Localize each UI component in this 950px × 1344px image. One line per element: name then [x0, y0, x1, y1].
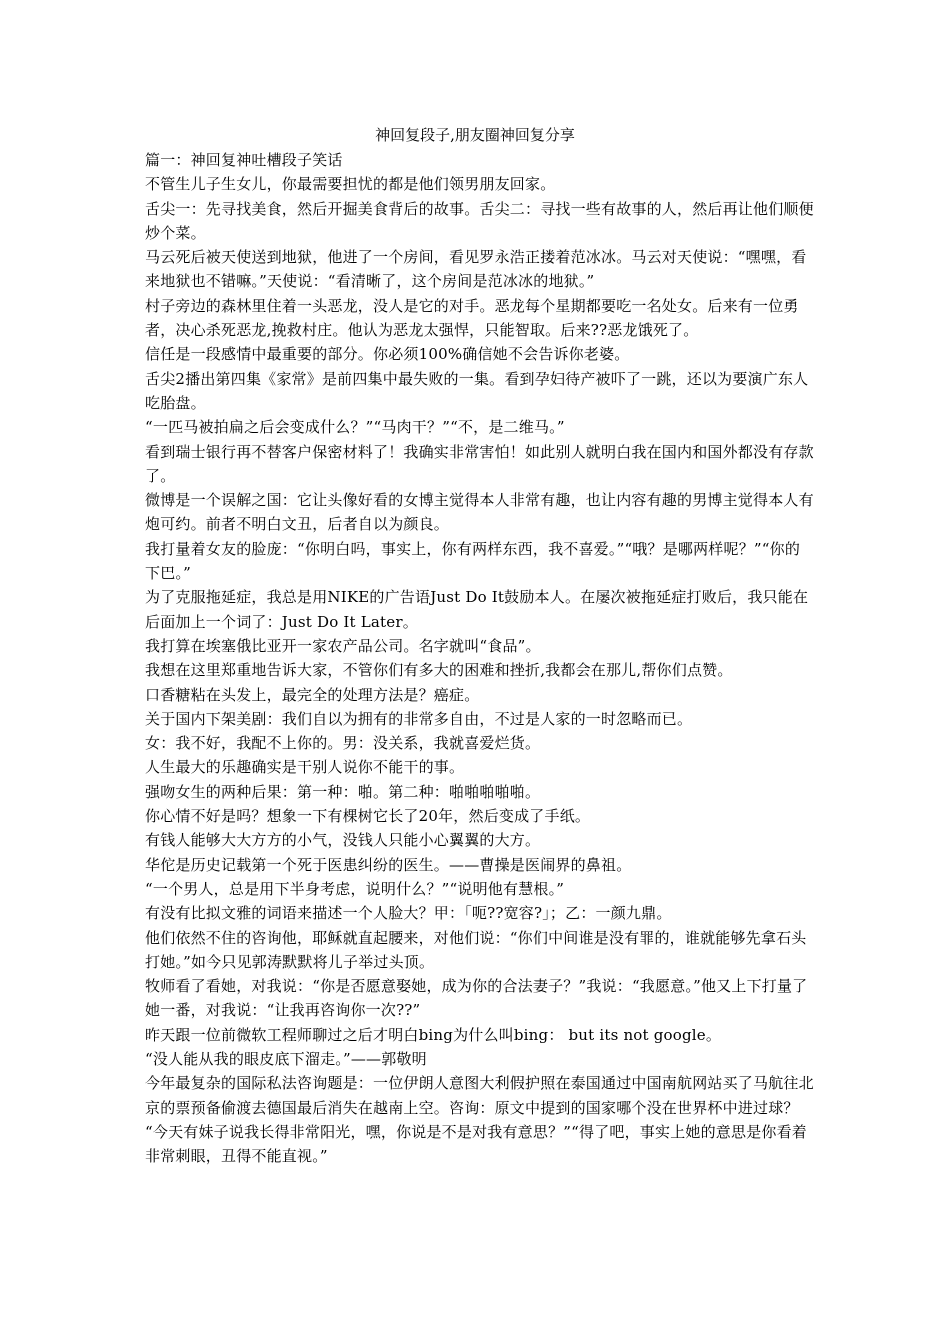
joke-paragraph: 看到瑞士银行再不替客户保密材料了！我确实非常害怕！如此别人就明白我在国内和国外都没有存款了。 — [145, 442, 814, 485]
joke-paragraph: 舌尖一：先寻找美食，然后开掘美食背后的故事。舌尖二：寻找一些有故事的人，然后再让他们顺便炒个菜。 — [145, 199, 814, 242]
joke-paragraph: 今年最复杂的国际私法咨询题是：一位伊朗人意图大利假护照在泰国通过中国南航网站买了马航往北京的票预备偷渡去德国最后消失在越南上空。咨询：原文中提到的国家哪个没在世界杯中进过球？ — [145, 1074, 814, 1117]
joke-paragraph: “一匹马被拍扁之后会变成什么？”“马肉干？”“不，是二维马。” — [145, 418, 565, 437]
joke-paragraph: 微博是一个误解之国：它让头像好看的女博主觉得本人非常有趣，也让内容有趣的男博主觉得本人有炮可约。前者不明白文丑，后者自以为颜良。 — [145, 491, 814, 534]
joke-paragraph: 你心情不好是吗？想象一下有棵树它长了20年，然后变成了手纸。 — [145, 807, 591, 826]
section-heading: 篇一：神回复神吐槽段子笑话 — [145, 151, 343, 169]
document-body — [145, 148, 815, 1168]
joke-paragraph: 我想在这里郑重地告诉大家，不管你们有多大的困难和挫折,我都会在那儿,帮你们点赞。 — [145, 661, 733, 680]
joke-paragraph: 关于国内下架美剧：我们自以为拥有的非常多自由，不过是人家的一时忽略而已。 — [145, 709, 693, 728]
joke-paragraph: 舌尖2播出第四集《家常》是前四集中最失败的一集。看到孕妇待产被吓了一跳，还以为要演广东人吃胎盘。 — [145, 369, 809, 412]
joke-paragraph: 昨天跟一位前微软工程师聊过之后才明白bing为什么叫bing： but its not google。 — [145, 1025, 722, 1044]
joke-paragraph: 女：我不好，我配不上你的。男：没关系，我就喜爱烂货。 — [145, 734, 541, 753]
joke-paragraph: 不管生儿子生女儿，你最需要担忧的都是他们领男朋友回家。 — [145, 175, 556, 194]
joke-paragraph: 为了克服拖延症，我总是用NIKE的广告语Just Do It鼓励本人。在屡次被拖延症打败后，我只能在后面加上一个词了：Just Do It Later。 — [145, 588, 809, 631]
joke-paragraph: 有钱人能够大大方方的小气，没钱人只能小心翼翼的大方。 — [145, 831, 541, 850]
joke-paragraph: 他们依然不住的咨询他，耶稣就直起腰来，对他们说：“你们中间谁是没有罪的，谁就能够先拿石头打她。”如今只见郭涛默默将儿子举过头顶。 — [145, 928, 807, 971]
joke-paragraph: 我打算在埃塞俄比亚开一家农产品公司。名字就叫“食品”。 — [145, 636, 541, 655]
joke-paragraph: “一个男人，总是用下半身考虑，说明什么？”“说明他有慧根。” — [145, 879, 565, 898]
joke-paragraph: 牧师看了看她，对我说：“你是否愿意娶她，成为你的合法妻子？”我说：“我愿意。”他又上下打量了她一番，对我说：“让我再咨询你一次??” — [145, 977, 808, 1020]
joke-paragraph: 口香糖粘在头发上，最完全的处理方法是？癌症。 — [145, 685, 480, 704]
joke-paragraph: 村子旁边的森林里住着一头恶龙，没人是它的对手。恶龙每个星期都要吃一名处女。后来有一位勇者，决心杀死恶龙,挽救村庄。他认为恶龙太强悍，只能智取。后来??恶龙饿死了。 — [145, 296, 799, 340]
joke-paragraph: “今天有妹子说我长得非常阳光，嘿，你说是不是对我有意思？”“得了吧，事实上她的意思是你看着非常刺眼，丑得不能直视。” — [145, 1122, 808, 1166]
document-title: 神回复段子,朋友圈神回复分享 — [375, 126, 575, 144]
joke-paragraph: 信任是一段感情中最重要的部分。你必须100%确信她不会告诉你老婆。 — [145, 345, 630, 364]
joke-paragraph: “没人能从我的眼皮底下溜走。”——郭敬明 — [145, 1049, 427, 1068]
joke-paragraph: 华佗是历史记载第一个死于医患纠纷的医生。——曹操是医闹界的鼻祖。 — [145, 855, 632, 874]
joke-paragraph: 马云死后被天使送到地狱，他进了一个房间，看见罗永浩正搂着范冰冰。马云对天使说：“嘿嘿，看来地狱也不错嘛。”天使说：“看清晰了，这个房间是范冰冰的地狱。” — [145, 248, 807, 291]
joke-paragraph: 我打量着女友的脸庞：“你明白吗，事实上，你有两样东西，我不喜爱。”“哦？是哪两样呢？”“你的下巴。” — [145, 539, 801, 583]
joke-paragraph: 人生最大的乐趣确实是干别人说你不能干的事。 — [145, 758, 465, 777]
joke-paragraph: 有没有比拟文雅的词语来描述一个人脸大？甲：「呃??宽容?」；乙：一颜九鼎。 — [145, 904, 672, 923]
joke-paragraph: 强吻女生的两种后果：第一种：啪。第二种：啪啪啪啪啪。 — [145, 782, 541, 801]
